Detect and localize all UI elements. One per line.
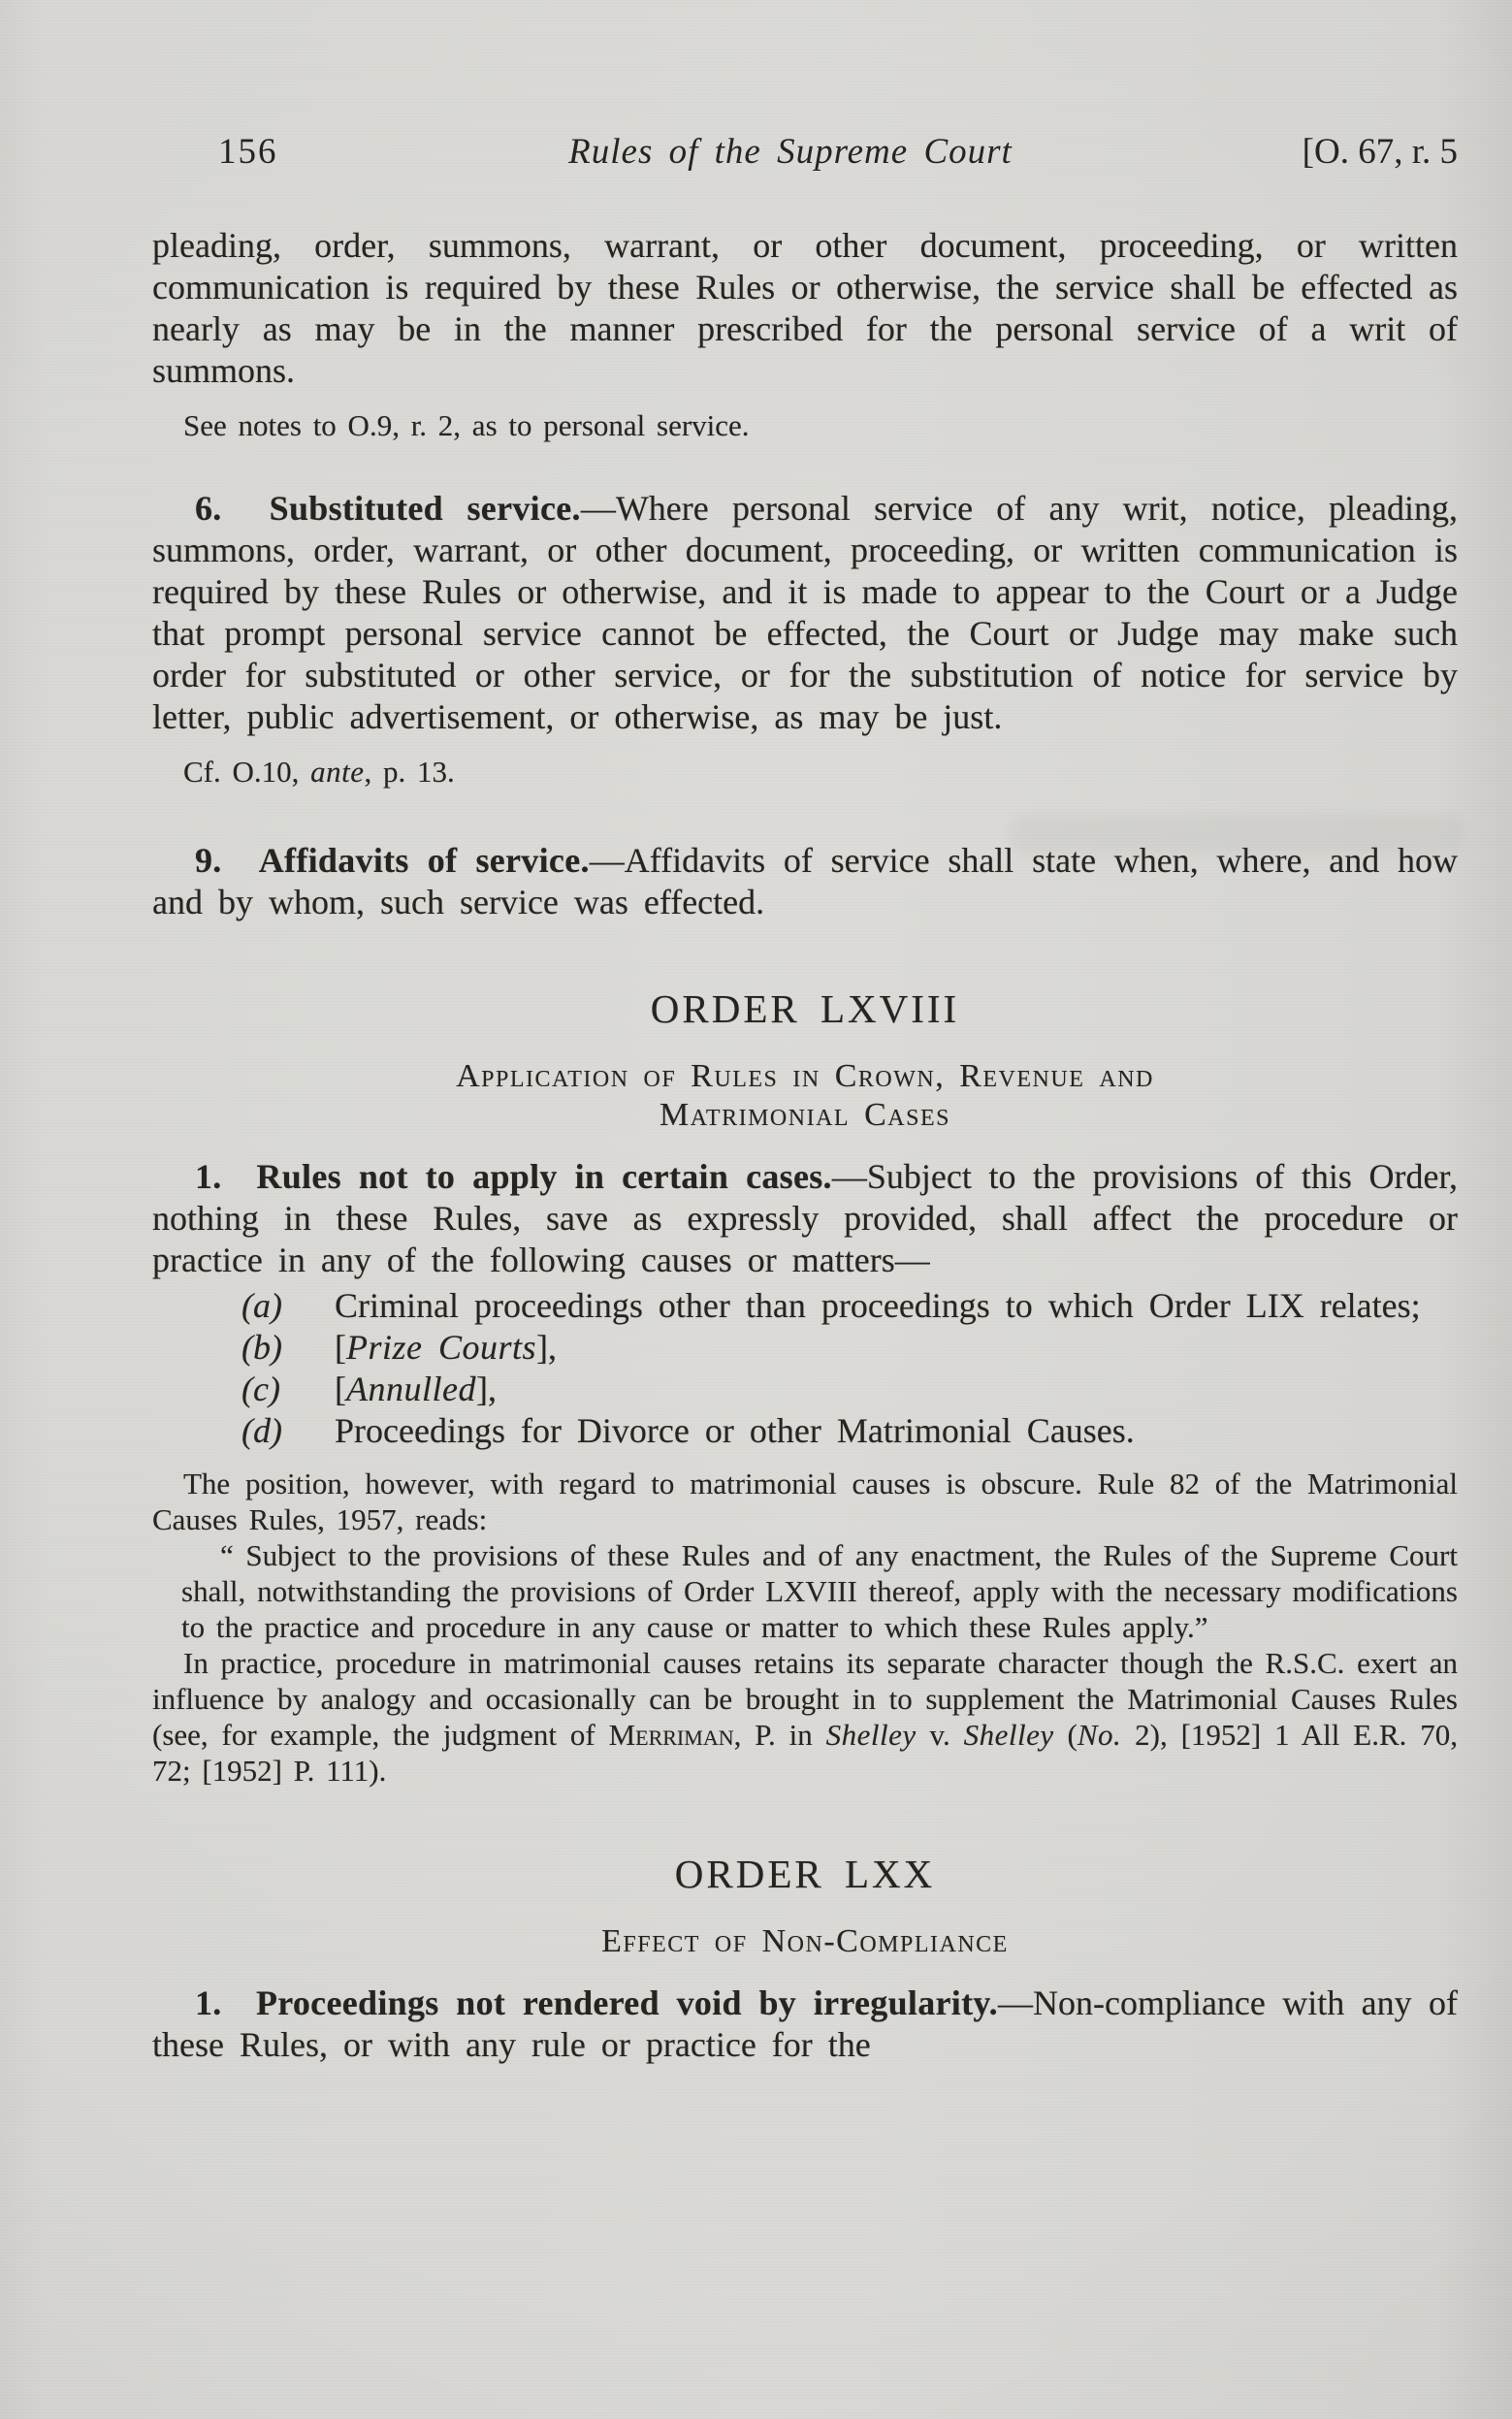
practice-mid4: 2), [1952] 1 All E.R. 70, 72; [1952] P. 111). — [152, 1718, 1458, 1788]
rule-9-title: 9. Affidavits of service. — [195, 841, 590, 880]
list-text-d: Proceedings for Divorce or other Matrimonial Causes. — [335, 1411, 1135, 1450]
practice-mid1: , P. in — [733, 1718, 826, 1752]
rule-9-text: —Affidavits of service shall state when, where, and how and by whom, such service was effected. — [152, 841, 1458, 921]
list-marker-b: (b) — [241, 1328, 282, 1367]
order-lxviii-subheading — [152, 1057, 1458, 1135]
rule-1-lxx-title: 1. Proceedings not rendered void by irregularity. — [195, 1984, 998, 2022]
case-name-2: Shelley — [963, 1718, 1054, 1752]
rule-6-text: —Where personal service of any writ, notice, pleading, summons, order, warrant, or other document, proceeding, or written communication is required by these Rules or otherwise, and it is made to appear to the Court or a Judge that prompt personal service cannot be effected, the Court or Judge may make such order for substituted or other service, or for the substitution of notice for service by letter, public advertisement, or otherwise, as may be just. — [152, 489, 1458, 736]
list-text-c-open: [ — [335, 1370, 346, 1408]
running-header — [152, 131, 1458, 173]
paragraph-continuation: pleading, order, summons, warrant, or other document, proceeding, or written communication is required by these Rules or otherwise, the service shall be effected as nearly as may be in the manner prescribed for the personal service of a writ of summons. — [152, 226, 1458, 390]
note-personal-service: See notes to O.9, r. 2, as to personal service. — [183, 408, 750, 442]
list-item-c — [152, 1369, 1458, 1410]
rule-1-text: —Subject to the provisions of this Order, nothing in these Rules, save as expressly provided, shall affect the procedure or practice in any of the following causes or matters— — [152, 1157, 1458, 1279]
list-marker-c: (c) — [241, 1370, 280, 1408]
order-lxx-heading: ORDER LXX — [674, 1852, 936, 1896]
order-lxx-subheading — [152, 1922, 1458, 1961]
rule-1-not-to-apply — [152, 1156, 1458, 1281]
list-marker-d: (d) — [241, 1411, 282, 1450]
exceptions-list — [152, 1285, 1458, 1452]
list-item-b — [152, 1327, 1458, 1369]
list-text-a: Criminal proceedings other than proceedings to which Order LIX relates; — [335, 1286, 1421, 1325]
list-text-b-italic: Prize Courts — [346, 1328, 537, 1367]
practice-mid2: v. — [916, 1718, 964, 1752]
note-cf-pre: Cf. O.10, — [183, 755, 311, 789]
page-number: 156 — [218, 132, 278, 172]
note-position-obscure: The position, however, with regard to matrimonial causes is obscure. Rule 82 of the Matrimonial Causes Rules, 1957, reads: — [152, 1467, 1458, 1536]
page-bleedthrough-artifact — [1009, 815, 1464, 854]
note-cf-italic: ante — [310, 755, 365, 789]
order-lxviii-heading: ORDER LXVIII — [650, 986, 960, 1031]
list-text-b-open: [ — [335, 1328, 346, 1367]
practice-pre: In practice, procedure in matrimonial causes retains its separate character though the R.S.C. exert an influence by analogy and occasionally can be brought in to supplement the Matrimonial Causes Rules (see, for example, the judgment of — [152, 1646, 1458, 1752]
order-lxx-subheading-text: Effect of Non-Compliance — [601, 1923, 1009, 1959]
subheading-line-2: Matrimonial Cases — [659, 1097, 950, 1133]
practice-mid3: ( — [1053, 1718, 1078, 1752]
quote-rule-82: “ Subject to the provisions of these Rules and of any enactment, the Rules of the Supreme Court shall, notwithstanding the provisions of Order LXVIII thereof, apply with the necessary modifications to the practice and procedure in any cause or matter to which these Rules apply.” — [181, 1538, 1458, 1644]
list-text-c-close: ], — [475, 1370, 497, 1408]
rule-1-lxx-text: —Non-compliance with any of these Rules, or with any rule or practice for the — [152, 1984, 1459, 2064]
running-title: Rules of the Supreme Court — [568, 132, 1013, 172]
list-item-a — [152, 1285, 1458, 1327]
case-no-italic: No. — [1077, 1718, 1122, 1752]
list-text-b-close: ], — [536, 1328, 558, 1367]
rule-reference: [O. 67, r. 5 — [1302, 132, 1458, 172]
case-name-1: Shelley — [825, 1718, 917, 1752]
rule-6-title: 6. Substituted service. — [195, 489, 581, 528]
list-item-d — [152, 1410, 1458, 1452]
note-cf-o10 — [152, 754, 1458, 790]
list-text-c-italic: Annulled — [346, 1370, 476, 1408]
subheading-line-1: Application of Rules in Crown, Revenue and — [456, 1058, 1154, 1094]
note-in-practice — [152, 1645, 1458, 1789]
note-cf-post: , p. 13. — [364, 755, 455, 789]
rule-1-proceedings-not-void — [152, 1983, 1458, 2066]
rule-1-title: 1. Rules not to apply in certain cases. — [195, 1157, 832, 1196]
rule-6-substituted-service — [152, 488, 1458, 738]
judge-name: Merriman — [608, 1718, 734, 1752]
list-marker-a: (a) — [241, 1286, 282, 1325]
